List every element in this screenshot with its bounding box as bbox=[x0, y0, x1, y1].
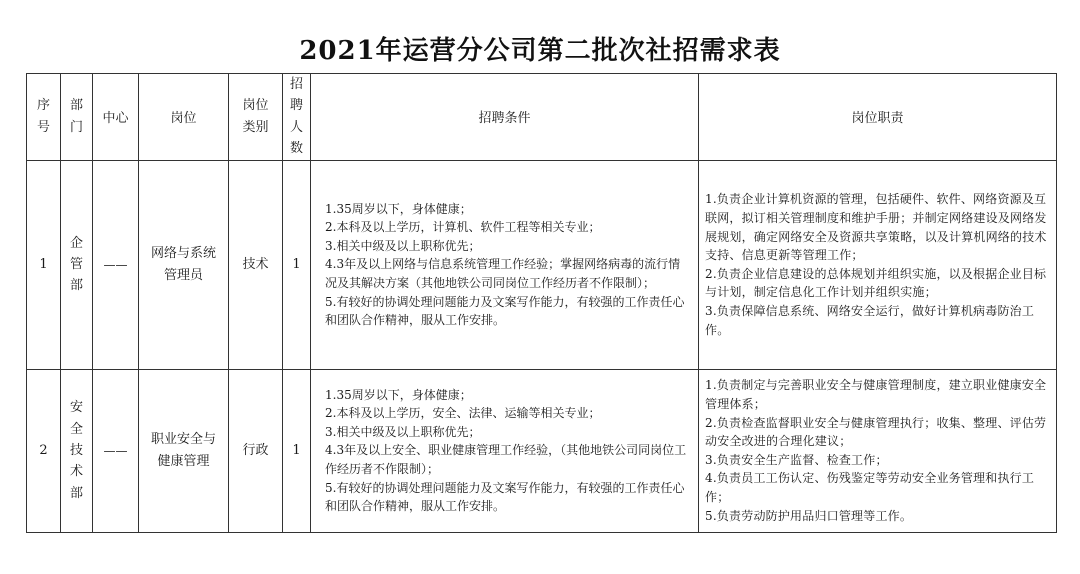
header-dept: 部门 bbox=[61, 74, 93, 161]
header-center: 中心 bbox=[93, 74, 139, 161]
cell-position: 职业安全与健康管理 bbox=[139, 369, 229, 532]
duty-item: 2.负责检查监督职业安全与健康管理执行；收集、整理、评估劳动安全改进的合理化建议； bbox=[705, 415, 1047, 449]
requirements-list bbox=[311, 200, 698, 330]
cell-center bbox=[93, 369, 139, 532]
header-duties: 岗位职责 bbox=[699, 74, 1057, 161]
duties-list bbox=[699, 376, 1056, 525]
header-position: 岗位 bbox=[139, 74, 229, 161]
cell-category: 行政 bbox=[229, 369, 283, 532]
duty-item: 4.负责员工工伤认定、伤残鉴定等劳动安全业务管理和执行工作； bbox=[705, 471, 1035, 504]
requirement-item: 3.相关中级及以上职称优先； bbox=[325, 238, 481, 253]
document-title: 2021年运营分公司第二批次社招需求表 bbox=[299, 36, 781, 66]
requirements-list bbox=[311, 386, 698, 516]
duty-item: 1.负责制定与完善职业安全与健康管理制度，建立职业健康安全管理体系； bbox=[705, 378, 1047, 411]
table-row bbox=[27, 369, 1057, 532]
duty-item: 2.负责企业信息建设的总体规划并组织实施，以及根据企业目标与计划，制定信息化工作计划并组织实施； bbox=[705, 266, 1047, 300]
cell-seq: 1 bbox=[27, 160, 61, 369]
cell-dept: 安全技术部 bbox=[61, 369, 93, 532]
requirement-item: 1.35周岁以下，身体健康； bbox=[325, 387, 472, 402]
cell-count: 1 bbox=[283, 160, 311, 369]
requirement-item: 3.相关中级及以上职称优先； bbox=[325, 424, 481, 439]
cell-center bbox=[93, 160, 139, 369]
duty-item: 5.负责劳动防护用品归口管理等工作。 bbox=[705, 508, 913, 523]
header-category: 岗位类别 bbox=[229, 74, 283, 161]
cell-requirements bbox=[311, 160, 699, 369]
cell-duties bbox=[699, 160, 1057, 369]
header-seq: 序号 bbox=[27, 74, 61, 161]
duty-item: 1.负责企业计算机资源的管理，包括硬件、软件、网络资源及互联网，拟订相关管理制度和维护手册；并制定网络建设及网络发展规划，确定网络安全及资源共享策略，以及计算机网络的技术支持、信息更新等管理工作； bbox=[705, 192, 1047, 263]
requirement-item: 2.本科及以上学历，计算机、软件工程等相关专业； bbox=[325, 220, 601, 235]
recruitment-table bbox=[26, 73, 1057, 533]
cell-count: 1 bbox=[283, 369, 311, 532]
requirement-item: 5.有较好的协调处理问题能力及文案写作能力，有较强的工作责任心和团队合作精神，服从工作安排。 bbox=[325, 480, 685, 514]
table-header-row bbox=[27, 74, 1057, 161]
duty-item: 3.负责安全生产监督、检查工作； bbox=[705, 452, 888, 467]
cell-category: 技术 bbox=[229, 160, 283, 369]
requirement-item: 4.3年及以上网络与信息系统管理工作经验；掌握网络病毒的流行情况及其解决方案（其他地铁公司同岗位工作经历者不作限制）； bbox=[325, 257, 681, 291]
header-count: 招聘人数 bbox=[283, 74, 311, 161]
duty-item: 3.负责保障信息系统、网络安全运行，做好计算机病毒防治工作。 bbox=[705, 303, 1035, 337]
cell-dept: 企管部 bbox=[61, 160, 93, 369]
cell-position: 网络与系统管理员 bbox=[139, 160, 229, 369]
header-requirements: 招聘条件 bbox=[311, 74, 699, 161]
cell-requirements bbox=[311, 369, 699, 532]
cell-duties bbox=[699, 369, 1057, 532]
duties-list bbox=[699, 190, 1056, 339]
requirement-item: 1.35周岁以下，身体健康； bbox=[325, 201, 472, 216]
empty-dash: —— bbox=[103, 257, 128, 272]
requirement-item: 4.3年及以上安全、职业健康管理工作经验，（其他地铁公司同岗位工作经历者不作限制）； bbox=[325, 443, 687, 477]
requirement-item: 5.有较好的协调处理问题能力及文案写作能力，有较强的工作责任心和团队合作精神，服从工作安排。 bbox=[325, 294, 685, 328]
requirement-item: 2.本科及以上学历，安全、法律、运输等相关专业； bbox=[325, 406, 601, 421]
cell-seq: 2 bbox=[27, 369, 61, 532]
table-row bbox=[27, 160, 1057, 369]
empty-dash: —— bbox=[103, 443, 128, 458]
